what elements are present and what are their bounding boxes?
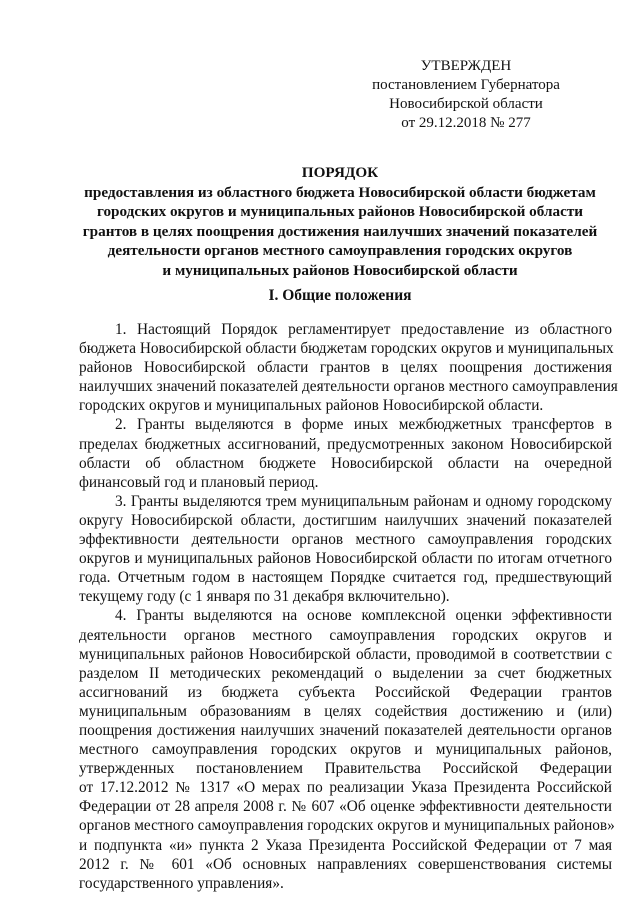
paragraph-4: [79, 606, 615, 892]
paragraph-line: поощрения достижения наилучших значений показателей деятельности органов: [79, 721, 612, 739]
paragraph-line: года. Отчетным годом в настоящем Порядке считается год, предшествующий: [79, 569, 612, 587]
paragraph-line: утвержденных постановлением Правительства Российской Федерации: [79, 760, 612, 778]
paragraph-line: финансовый год и плановый период.: [79, 473, 319, 491]
paragraph-line: местного самоуправления городских округов и муниципальных районов,: [79, 741, 612, 759]
approval-stamp: [346, 57, 586, 133]
paragraph-line: округов и муниципальных районов Новосибирской области по итогам отчетного: [79, 550, 612, 568]
document-title-block: [60, 163, 620, 281]
paragraph-line: 2. Гранты выделяются в форме иных межбюджетных трансфертов в: [115, 416, 612, 434]
paragraph-line: разделом II методических рекомендаций о выделении за счет бюджетных: [79, 664, 612, 682]
document-subtitle-line: деятельности органов местного самоуправления городских округов: [107, 242, 573, 260]
approval-region: Новосибирской области: [389, 96, 543, 112]
document-subtitle-line: предоставления из областного бюджета Новосибирской области бюджетам: [84, 183, 596, 201]
document-body: [79, 320, 618, 893]
document-subtitle-line: городских округов и муниципальных районов Новосибирской области: [96, 203, 584, 221]
document-subtitle-line: и муниципальных районов Новосибирской области: [162, 261, 518, 279]
paragraph-line: текущему году (с 1 января по 31 декабря включительно).: [79, 588, 450, 606]
paragraph-line: городских округов и муниципальных районов Новосибирской области.: [79, 397, 544, 415]
paragraph-line: от 17.12.2012 № 1317 «О мерах по реализации Указа Президента Российской: [79, 779, 612, 797]
approval-basis: постановлением Губернатора: [372, 77, 560, 93]
paragraph-line: деятельности органов местного самоуправления городских округов и: [79, 626, 612, 644]
paragraph-line: пределах бюджетных ассигнований, предусмотренных законом Новосибирской: [79, 435, 612, 453]
paragraph-line: округу Новосибирской области, достигшим наилучших значений показателей: [79, 511, 612, 529]
paragraph-line: 1. Настоящий Порядок регламентирует предоставление из областного: [115, 321, 612, 338]
paragraph-line: органов местного самоуправления городских округов и муниципальных районов»: [79, 817, 615, 835]
paragraph-line: 2012 г. № 601 «Об основных направлениях совершенствования системы: [79, 855, 612, 873]
approval-status: УТВЕРЖДЕН: [420, 58, 512, 74]
paragraph-line: районов Новосибирской области грантов в целях поощрения достижения: [79, 359, 612, 377]
document-subtitle-line: грантов в целях поощрения достижения наилучших значений показателей: [82, 222, 598, 240]
paragraph-line: области об областном бюджете Новосибирской области на очередной: [79, 454, 612, 472]
section-heading: I. Общие положения: [268, 287, 412, 304]
paragraph-1: [79, 320, 618, 415]
paragraph-line: 4. Гранты выделяются на основе комплексной оценки эффективности: [115, 607, 612, 625]
document-title: ПОРЯДОК: [301, 164, 379, 181]
paragraph-line: Федерации от 28 апреля 2008 г. № 607 «Об оценке эффективности деятельности: [79, 798, 612, 816]
paragraph-line: государственного управления».: [79, 874, 284, 892]
paragraph-line: ассигнований из бюджета субъекта Российской Федерации грантов: [79, 683, 612, 701]
paragraph-line: и подпункта «и» пункта 2 Указа Президента Российской Федерации от 7 мая: [79, 836, 612, 854]
paragraph-line: 3. Гранты выделяются трем муниципальным районам и одному городскому: [115, 492, 612, 510]
paragraph-3: [79, 492, 612, 607]
paragraph-2: [79, 415, 612, 491]
paragraph-line: муниципальных районов Новосибирской области, проводимой в соответствии с: [79, 645, 612, 663]
paragraph-line: муниципальным образованиям в целях содействия достижению и (или): [79, 702, 612, 720]
paragraph-line: бюджета Новосибирской области бюджетам городских округов и муниципальных: [79, 340, 614, 358]
paragraph-line: наилучших значений показателей деятельности органов местного самоуправления: [79, 378, 618, 396]
paragraph-line: эффективности деятельности органов местного самоуправления городских: [79, 531, 612, 549]
approval-date-number: от 29.12.2018 № 277: [401, 115, 531, 131]
